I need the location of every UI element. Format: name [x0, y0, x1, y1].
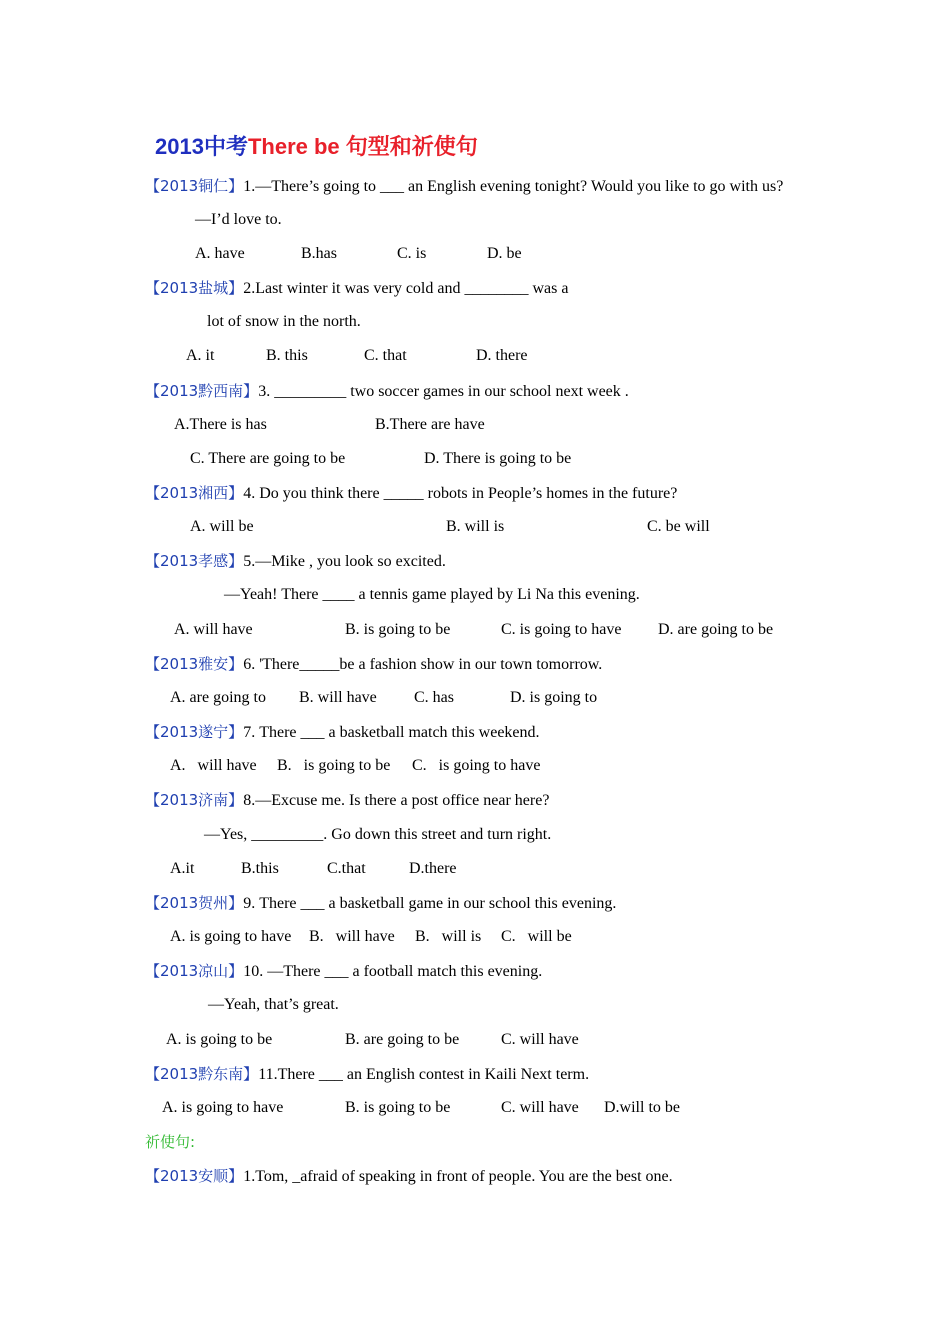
question-text: 5.—Mike , you look so excited.: [243, 553, 446, 570]
question-10-stem: [145, 960, 542, 983]
question-text: 3. _________ two soccer games in our school next week .: [258, 383, 629, 400]
option: A.There is has: [174, 416, 267, 433]
question-source: 【2013凉山】: [145, 962, 244, 980]
option: C. is going to have: [412, 757, 541, 774]
option: B. will is: [415, 928, 482, 945]
question-source: 【2013贺州】: [145, 894, 244, 912]
option: B. is going to be: [345, 621, 451, 638]
option: B. is going to be: [277, 757, 391, 774]
question-11-stem: [145, 1063, 589, 1086]
question-source: 【2013安顺】: [145, 1167, 244, 1185]
page-title: [155, 130, 478, 164]
question-source: 【2013铜仁】: [145, 177, 244, 195]
option: B.There are have: [375, 416, 485, 433]
question-7-stem: [145, 721, 540, 744]
question-5-reply: —Yeah! There ____ a tennis game played by Li Na this evening.: [224, 586, 640, 603]
question-text: 6. 'There_____be a fashion show in our town tomorrow.: [243, 656, 603, 673]
option: C. is: [397, 245, 427, 262]
option: D.there: [409, 860, 457, 877]
option: C. will have: [501, 1031, 579, 1048]
option: B. are going to be: [345, 1031, 460, 1048]
question-text: 1.—There’s going to ___ an English evening tonight? Would you like to go with us?: [243, 178, 784, 195]
option: D. be: [487, 245, 522, 262]
question-text: 11.There ___ an English contest in Kaili Next term.: [258, 1066, 590, 1083]
question-8-stem: [145, 789, 549, 812]
question-source: 【2013济南】: [145, 791, 244, 809]
option: A. will have: [170, 757, 257, 774]
option: A. is going to be: [166, 1031, 273, 1048]
option: C. has: [414, 689, 454, 706]
question-4-stem: [145, 482, 677, 505]
question-6-stem: [145, 653, 602, 676]
option: A. have: [195, 245, 245, 262]
question-1-reply: —I’d love to.: [195, 211, 282, 228]
option: A.it: [170, 860, 195, 877]
option: D. There is going to be: [424, 450, 572, 467]
option: A. is going to have: [170, 928, 292, 945]
option: B. this: [266, 347, 308, 364]
question-8-reply: —Yes, _________. Go down this street and turn right.: [204, 826, 552, 843]
option: A. is going to have: [162, 1099, 284, 1116]
question-text: 7. There ___ a basketball match this weekend.: [243, 724, 540, 741]
question-text: 9. There ___ a basketball game in our school this evening.: [243, 895, 617, 912]
question-text: 8.—Excuse me. Is there a post office near here?: [243, 792, 550, 809]
question-2-stem: [145, 277, 568, 300]
option: C. is going to have: [501, 621, 622, 638]
option: B. will have: [309, 928, 395, 945]
option: C. be will: [647, 518, 710, 535]
option: B.this: [241, 860, 279, 877]
section-heading: 祈使句:: [145, 1133, 196, 1151]
option: B. will is: [446, 518, 505, 535]
option: A. it: [186, 347, 215, 364]
option: C. that: [364, 347, 407, 364]
option: B. will have: [299, 689, 377, 706]
question-text: 2.Last winter it was very cold and ________ was a: [243, 280, 569, 297]
option: D. there: [476, 347, 528, 364]
question-2-continuation: lot of snow in the north.: [207, 313, 361, 330]
option: A. will be: [190, 518, 254, 535]
question-text: 4. Do you think there _____ robots in People’s homes in the future?: [243, 485, 678, 502]
option: A. will have: [174, 621, 253, 638]
question-source: 【2013雅安】: [145, 655, 244, 673]
title-year: 2013中考: [155, 134, 248, 159]
option: C. will be: [501, 928, 572, 945]
option: D. are going to be: [658, 621, 774, 638]
option: C. There are going to be: [190, 450, 346, 467]
question-source: 【2013湘西】: [145, 484, 244, 502]
option: C.that: [327, 860, 366, 877]
question-10-reply: —Yeah, that’s great.: [208, 996, 339, 1013]
option: D.will to be: [604, 1099, 680, 1116]
title-topic: There be 句型和祈使句: [247, 134, 478, 159]
question-text: 1.Tom, _afraid of speaking in front of people. You are the best one.: [243, 1168, 673, 1185]
question-source: 【2013盐城】: [145, 279, 244, 297]
option: B. is going to be: [345, 1099, 451, 1116]
option: D. is going to: [510, 689, 598, 706]
option: A. are going to: [170, 689, 266, 706]
question-source: 【2013遂宁】: [145, 723, 244, 741]
question-text: 10. —There ___ a football match this evening.: [243, 963, 543, 980]
question-5-stem: [145, 550, 446, 573]
question-source: 【2013黔西南】: [145, 382, 259, 400]
option: C. will have: [501, 1099, 579, 1116]
question-source: 【2013黔东南】: [145, 1065, 259, 1083]
question-1-stem: [145, 175, 783, 198]
question-3-stem: [145, 380, 629, 403]
section2-question-1: [145, 1165, 673, 1188]
option: B.has: [301, 245, 337, 262]
question-source: 【2013孝感】: [145, 552, 244, 570]
question-9-stem: [145, 892, 616, 915]
